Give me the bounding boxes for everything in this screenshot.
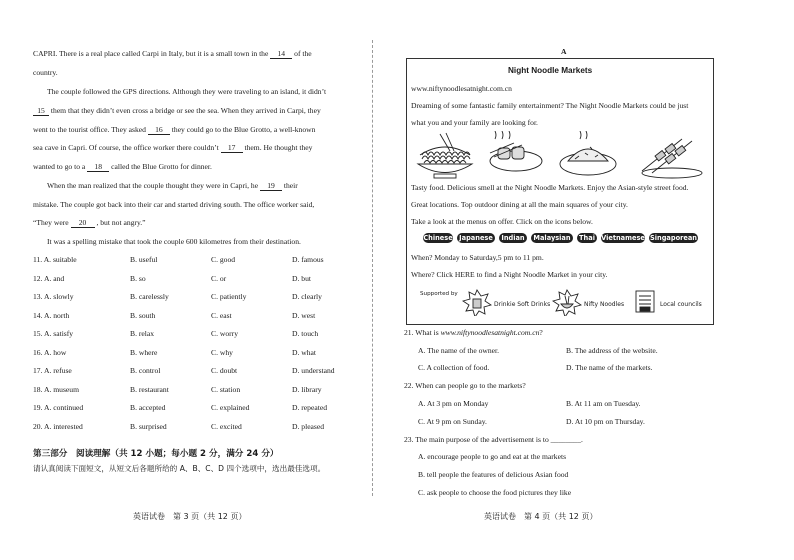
cloze-option: D. west xyxy=(292,310,316,320)
rice-plate-icon xyxy=(560,131,616,175)
cloze-option: 18. A. museum xyxy=(33,384,79,394)
option-21-b: B. The address of the website. xyxy=(566,346,658,355)
ad-tasty: Tasty food. Delicious smell at the Night Noodle Markets. Enjoy the Asian-style street food. xyxy=(411,183,689,192)
menu-button-singaporean[interactable]: Singaporean xyxy=(650,234,697,242)
option-22-b: B. At 11 am on Tuesday. xyxy=(566,399,641,408)
passage-line: CAPRI. There is a real place called Carpi in Italy, but it is a small town in the 14 of the xyxy=(33,49,312,58)
cloze-option: C. or xyxy=(211,273,227,283)
noodle-bowl-icon xyxy=(418,133,472,178)
cloze-option: C. explained xyxy=(211,403,250,412)
question-23: 23. The main purpose of the advertisement is to ________. xyxy=(404,435,583,444)
cloze-option: 16. A. how xyxy=(33,347,67,357)
passage-line: mistake. The couple got back into their car and started driving south. The office worker said, xyxy=(33,200,315,209)
cloze-option: B. south xyxy=(130,310,156,320)
ad-menus: Take a look at the menus on offer. Click on the icons below. xyxy=(411,217,593,226)
cloze-option: B. relax xyxy=(130,329,155,338)
page-footer-left: 英语试卷 第 3 页（共 12 页） xyxy=(133,512,247,521)
ad-when: When? Monday to Saturday,5 pm to 11 pm. xyxy=(411,253,544,262)
option-22-a: A. At 3 pm on Monday xyxy=(418,399,489,408)
soft-drink-logo-icon xyxy=(462,288,492,316)
option-21-a: A. The name of the owner. xyxy=(418,346,500,355)
blank-15: 15 xyxy=(33,107,49,116)
cloze-option: 13. A. slowly xyxy=(33,292,74,301)
option-22-c: C. At 9 pm on Sunday. xyxy=(418,417,487,426)
option-21-c: C. A collection of food. xyxy=(418,363,490,372)
cloze-option: D. but xyxy=(292,273,311,283)
passage-line: 15 them that they didn’t even cross a bridge or see the sea. When they arrived in Carpi, they xyxy=(33,107,321,116)
cloze-option: B. restaurant xyxy=(130,384,169,394)
question-21: 21. What is www.niftynoodlesatnight.com.cn? xyxy=(404,328,543,337)
passage-line: went to the tourist office. They asked 16 they could go to the Blue Grotto, a well-known xyxy=(33,125,316,134)
cloze-option: 14. A. north xyxy=(33,310,70,320)
cloze-option: C. good xyxy=(211,255,236,264)
blank-20: 20 xyxy=(71,219,95,228)
cloze-option: C. excited xyxy=(211,421,242,431)
skewer-icon xyxy=(642,139,702,178)
menu-button-thai[interactable]: Thai xyxy=(577,233,597,243)
blank-18: 18 xyxy=(87,163,109,172)
option-21-d: D. The name of the markets. xyxy=(566,363,653,372)
cloze-option: B. control xyxy=(130,366,161,375)
menu-button-indian[interactable]: Indian xyxy=(499,233,527,243)
passage-line: sea cave in Capri. Of course, the office worker there couldn’t 17 them. He thought they xyxy=(33,143,313,152)
cloze-option: 19. A. continued xyxy=(33,403,84,412)
cloze-option: D. clearly xyxy=(292,292,322,301)
cloze-option: B. accepted xyxy=(130,403,166,412)
cloze-option: 17. A. refuse xyxy=(33,366,72,375)
cloze-option: D. famous xyxy=(292,255,324,264)
passage-label: A xyxy=(561,47,567,56)
option-23-c: C. ask people to choose the food pictures they like xyxy=(418,488,572,497)
menu-button-vietnamese[interactable]: Vietnamese xyxy=(601,234,645,242)
cloze-option: 15. A. satisfy xyxy=(33,329,74,338)
cloze-option: B. carelessly xyxy=(130,292,169,301)
cloze-option: D. touch xyxy=(292,329,319,338)
cloze-option: 11. A. suitable xyxy=(33,255,77,264)
cloze-option: D. repeated xyxy=(292,403,327,412)
cloze-option: 12. A. and xyxy=(33,273,65,283)
section3-heading: 第三部分 阅读理解（共 12 小题；每小题 2 分，满分 24 分） xyxy=(33,449,279,459)
blank-17: 17 xyxy=(221,144,243,153)
sponsor-local-councils: Local councils xyxy=(660,301,702,308)
question-22: 22. When can people go to the markets? xyxy=(404,381,526,390)
cloze-option: D. pleased xyxy=(292,421,325,431)
ad-url[interactable]: www.niftynoodlesatnight.com.cn xyxy=(411,84,512,93)
cloze-option: C. doubt xyxy=(211,366,238,375)
ad-great: Great locations. Top outdoor dining at all the main squares of your city. xyxy=(411,200,628,209)
section3-instruction: 请认真阅读下面短文，从短文后各题所给的 A、B、C、D 四个选项中，选出最佳选项。 xyxy=(33,464,326,473)
blank-14: 14 xyxy=(270,50,292,59)
cloze-option: B. useful xyxy=(130,255,158,264)
cloze-option: 20. A. interested xyxy=(33,421,83,431)
ad-title: Night Noodle Markets xyxy=(508,66,593,75)
cloze-option: C. worry xyxy=(211,329,238,338)
passage-line: “They were 20 , but not angry.” xyxy=(33,218,146,227)
cloze-option: C. patiently xyxy=(211,292,247,301)
cloze-option: B. where xyxy=(130,347,158,357)
ad-intro: Dreaming of some fantastic family entertainment? The Night Noodle Markets could be just xyxy=(411,101,689,110)
passage-line: When the man realized that the couple thought they were in Capri, he 19 their xyxy=(47,181,298,190)
cloze-option: D. library xyxy=(292,384,322,394)
dumpling-plate-icon xyxy=(490,131,542,171)
blank-16: 16 xyxy=(148,126,170,135)
passage-line: The couple followed the GPS directions. Although they were traveling to an island, it didn’t xyxy=(47,87,327,96)
cloze-option: C. station xyxy=(211,384,241,394)
passage-line: wanted to go to a 18 called the Blue Grotto for dinner. xyxy=(33,162,212,171)
menu-button-chinese[interactable]: Chinese xyxy=(423,234,453,242)
food-illustrations xyxy=(410,131,710,181)
cloze-option: C. east xyxy=(211,310,232,320)
cloze-option: B. surprised xyxy=(130,421,167,431)
sponsor-nifty-noodles: Nifty Noodles xyxy=(584,301,625,308)
ad-where[interactable]: Where? Click HERE to find a Night Noodle Market in your city. xyxy=(411,270,608,279)
blank-19: 19 xyxy=(260,182,282,191)
noodle-logo-icon xyxy=(552,288,582,316)
supported-by-label: Supported by xyxy=(420,291,458,297)
sponsor-drinkie: Drinkie Soft Drinks xyxy=(494,301,551,308)
council-logo-icon xyxy=(634,288,658,314)
cloze-option: D. what xyxy=(292,347,317,357)
cloze-option: D. understand xyxy=(292,366,335,375)
passage-line: country. xyxy=(33,68,58,77)
menu-button-malaysian[interactable]: Malaysian xyxy=(531,233,573,243)
option-23-a: A. encourage people to go and eat at the markets xyxy=(418,452,567,461)
cloze-option: B. so xyxy=(130,273,146,283)
cloze-option: C. why xyxy=(211,347,233,357)
menu-button-japanese[interactable]: Japanese xyxy=(457,233,495,243)
page-divider xyxy=(372,40,373,496)
page-footer-right: 英语试卷 第 4 页（共 12 页） xyxy=(484,512,598,521)
question-21-url: www.niftynoodlesatnight.com.cn xyxy=(440,328,540,337)
ad-intro: what you and your family are looking for. xyxy=(411,118,538,127)
passage-line: It was a spelling mistake that took the couple 600 kilometres from their destination. xyxy=(47,237,301,246)
option-22-d: D. At 10 pm on Thursday. xyxy=(566,417,645,426)
option-23-b: B. tell people the features of delicious Asian food xyxy=(418,470,569,479)
